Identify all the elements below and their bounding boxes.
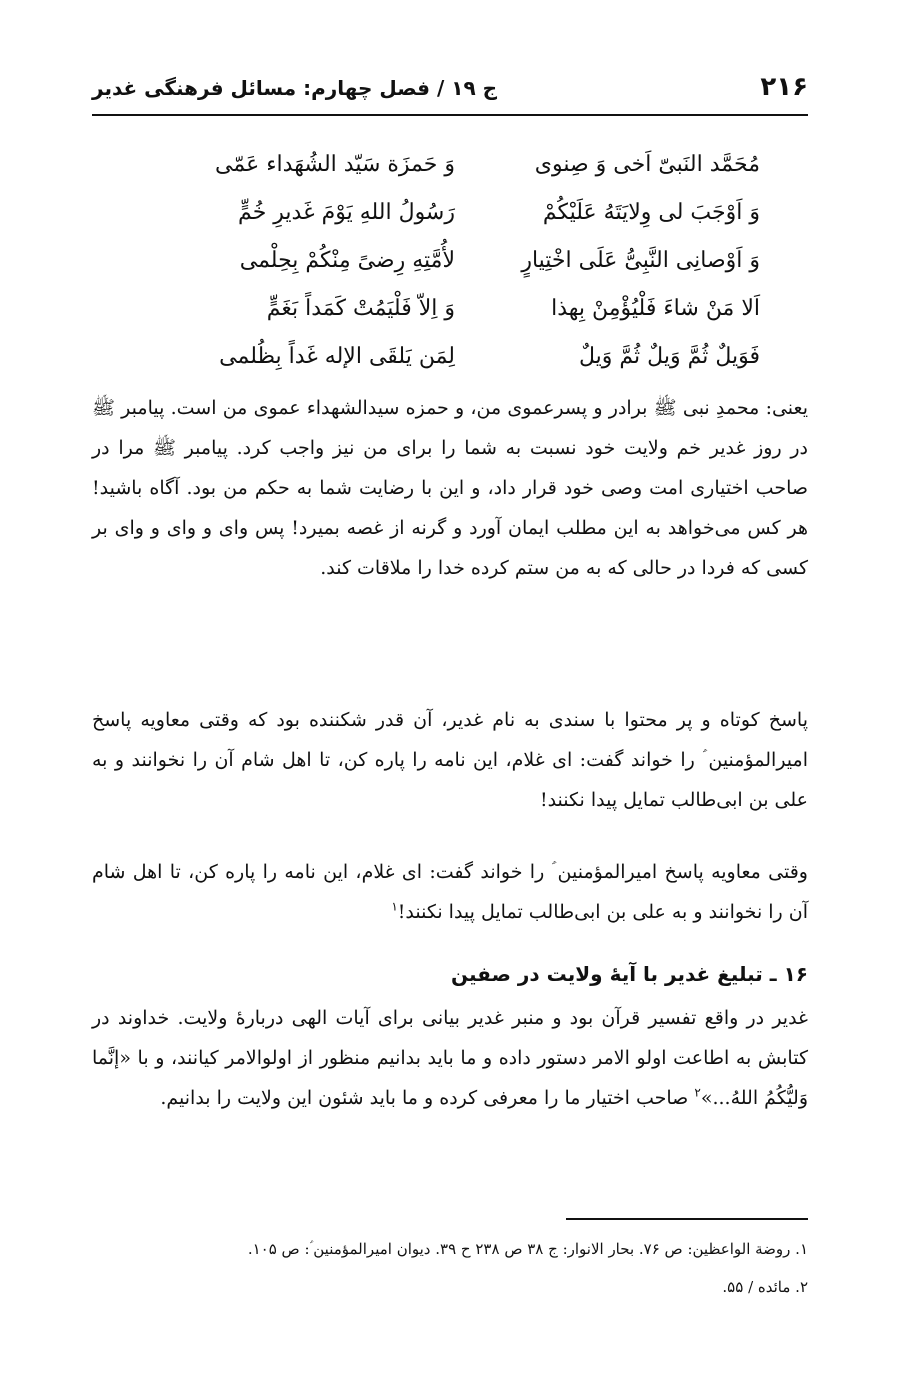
hemistich-right: اَلا مَنْ شاءَ فَلْیُؤْمِنْ بِهذا <box>551 295 760 321</box>
body-paragraph <box>92 998 808 1118</box>
hemistich-left: وَ حَمزَة سَیّد الشُهَداء عَمّی <box>215 151 455 177</box>
section-heading: ۱۶ ـ تبلیغ غدیر با آیهٔ ولایت در صفین <box>451 962 808 986</box>
page-number: ۲۱۶ <box>760 72 808 102</box>
poem-verse <box>150 284 760 332</box>
hemistich-right: فَوَیلٌ ثُمَّ وَیلٌ ثُمَّ وَیلٌ <box>579 343 760 369</box>
paragraph-text: صاحب اختیار ما را معرفی کرده و ما باید شئون این ولایت را بدانیم. <box>160 1087 695 1109</box>
hemistich-right: مُحَمَّد النَبیّ اَخی وَ صِنوی <box>534 151 760 177</box>
body-paragraph: پاسخ کوتاه و پر محتوا با سندی به نام غدیر، آن قدر شکننده بود که وقتی معاویه پاسخ امیرالمؤمنین ؑ را خواند گفت: ای غلام، این نامه را پاره کن، تا اهل شام آن را نخوانند و به علی بن ابی‌طالب تمایل پیدا نکنند! <box>92 709 808 811</box>
translation-paragraph: یعنی: محمدِ نبی ﷺ برادر و پسرعموی من، و حمزه سیدالشهداء عموی من است. پیامبر ﷺ در روز غدیر خم ولایت خود نسبت به شما را برای من نیز واجب کرد. پیامبر ﷺ مرا در صاحب اختیاری امت وصی خود قرار داد، و این با رضایت شما به حکم من بود. آگاه باشید! هر کس می‌خواهد به این مطلب ایمان آورد و گرنه از غصه بمیرد! پس وای و وای و وای بر کسی که فردا در حالی که به من ستم کرده خدا را ملاقات کند. <box>92 397 808 579</box>
footnote-divider <box>566 1218 808 1220</box>
footnote-ref: ۱ <box>391 899 398 914</box>
poem-verse <box>150 236 760 284</box>
poem-verse <box>150 188 760 236</box>
hemistich-left: لِمَن یَلقَی الإله غَداً بِظُلمی <box>219 343 455 369</box>
paragraph-text: غدیر در واقع تفسیر قرآن بود و منبر غدیر بیانی برای آیات الهی دربارهٔ ولایت. خداوند در کتابش به اطاعت اولو الامر دستور داده و ما باید بدانیم منظور از اولوالامر کیانند، و با «إنَّما وَلیُّکُمُ اللهُ...» <box>92 1007 808 1109</box>
body-paragraph <box>92 852 808 932</box>
poem <box>150 140 760 380</box>
hemistich-right: وَ اَوْصانِی النَّبِیُّ عَلَی اخْتِیارٍ <box>521 247 760 273</box>
hemistich-right: وَ اَوْجَبَ لی وِلایَتَهُ عَلَیْکُمْ <box>542 199 760 225</box>
running-title: ج ۱۹ / فصل چهارم: مسائل فرهنگی غدیر <box>92 76 498 100</box>
hemistich-left: رَسُولُ اللهِ یَوْمَ غَدیرِ خُمٍّ <box>238 199 455 225</box>
paragraph-text: وقتی معاویه پاسخ امیرالمؤمنین ؑ را خواند گفت: ای غلام، این نامه را پاره کن، تا اهل شام آن را نخوانند و به علی بن ابی‌طالب تمایل پیدا نکنند! <box>92 861 808 923</box>
footnote-ref: ۲ <box>694 1085 701 1100</box>
poem-verse <box>150 140 760 188</box>
footnote: ۱. روضة الواعظین: ص ۷۶. بحار الانوار: ج ۳۸ ص ۲۳۸ ح ۳۹. دیوان امیرالمؤمنین ؑ: ص ۱۰۵. <box>247 1240 808 1258</box>
poem-verse <box>150 332 760 380</box>
hemistich-left: وَ اِلاّ فَلْیَمُتْ کَمَداً بَغَمٍّ <box>266 295 455 321</box>
footnote: ۲. مائده / ۵۵. <box>722 1278 808 1296</box>
hemistich-left: لأُمَّتِهِ رِضیً مِنْکُمْ بِحِلْمی <box>239 247 455 273</box>
page-header <box>92 62 808 116</box>
